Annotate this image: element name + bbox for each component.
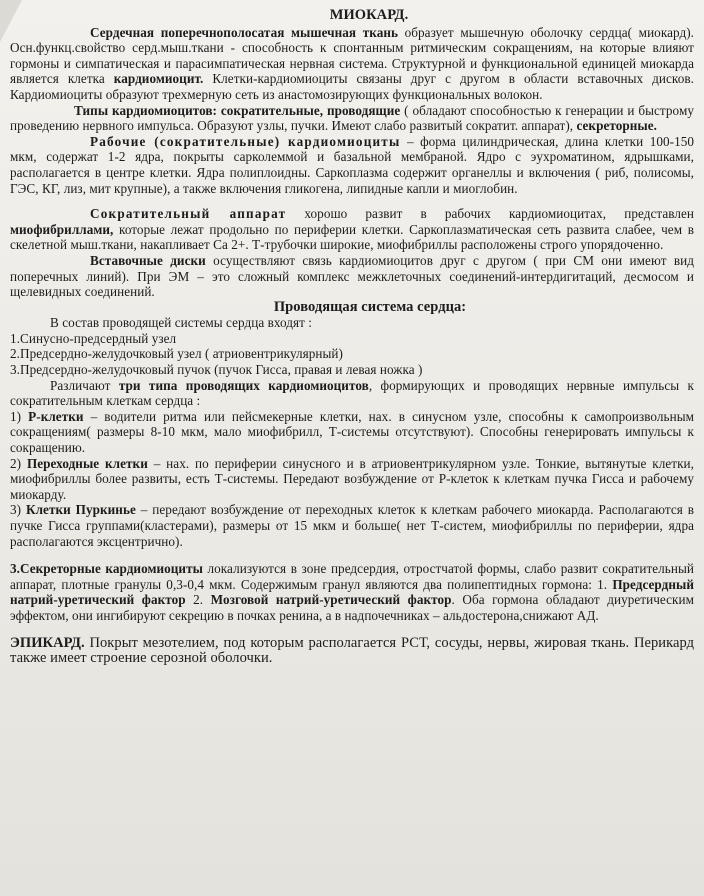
paragraph-text: Покрыт мезотелием, под которым располагается РСТ, сосуды, нервы, жировая ткань. Перикард также имеет строение серозной оболочки. (10, 634, 694, 667)
paragraph-myocardium (10, 25, 694, 103)
list-item: 2.Предсердно-желудочковый узел ( атриовентрикулярный) (10, 346, 343, 362)
term-cardiac-tissue: Сердечная поперечнополосатая мышечная ткань (90, 24, 399, 40)
term-atrial-factor: Предсердный натрий-уретический фактор (10, 576, 694, 608)
term-contractile-apparatus: Сократительный аппарат (90, 206, 287, 222)
paragraph-secretory (10, 561, 694, 623)
paragraph-text: 2. (185, 592, 211, 608)
paragraph-text: хорошо развит в рабочих кардиомиоцитах, представлен (286, 206, 694, 222)
paragraph-intercalated-discs (10, 253, 694, 300)
term-secretory: секреторные. (576, 118, 657, 134)
paragraph-text: ( обладают способностью к генерации и быстрому проведению нервного импульса. Образуют узлы, пучки. Имеют слабо развитый сократит. аппарат), (10, 102, 694, 134)
paragraph-contractile-apparatus (10, 206, 694, 253)
term-transitional-cells: Переходные клетки (26, 455, 148, 471)
term-brain-factor: Мозговой натрий-уретический фактор (210, 592, 452, 608)
paragraph-working-cells (10, 134, 694, 196)
paragraph-types (10, 103, 694, 134)
term-working-cells: Рабочие (сократительные) кардиомиоциты (90, 133, 401, 149)
paragraph-text: Клетки-кардиомиоциты связаны друг с другом в области вставочных дисков. Кардиомиоциты образуют трехмерную сеть из анастомозирующих функциональных волокон. (10, 71, 694, 102)
item-number: 1) (10, 408, 29, 424)
paragraph-text: Различают (50, 377, 119, 393)
conducting-list (10, 331, 694, 378)
term-secretory-cells: 3.Секреторные кардиомиоциты (10, 561, 203, 577)
item-number: 3) (10, 502, 26, 518)
page-title: МИОКАРД. (329, 7, 409, 23)
term-types: Типы кардиомиоцитов: сократительные, проводящие (74, 102, 401, 118)
paper-fold-corner (0, 0, 22, 42)
list-item: 1.Синусно-предсердный узел (10, 330, 177, 346)
term-myofibrils: миофибриллами, (10, 221, 114, 237)
paragraph-purkinje-cells (10, 502, 694, 549)
item-number: 2) (10, 455, 27, 471)
term-epicardium: ЭПИКАРД. (10, 634, 85, 651)
term-intercalated-discs: Вставочные диски (90, 252, 206, 268)
paragraph-text: осуществляют связь кардиомиоцитов друг с другом ( при СМ они имеют вид поперечных линий). При ЭМ – это сложный комплекс межклеточных соединений-интердигитаций, десмосом и щелевидных соединений. (10, 252, 694, 300)
paragraph-transitional-cells (10, 456, 694, 503)
term-p-cells: Р-клетки (28, 408, 84, 424)
paragraph-three-types (10, 378, 694, 409)
paragraph-text: которые лежат продольно по периферии клетки. Саркоплазматическая сеть развита слабее, чем в скелетной мыш.ткани, накапливает Ca 2+. Т-трубочки широкие, миофибриллы расположены строго упорядоченно. (10, 221, 694, 253)
paragraph-text: – форма цилиндрическая, длина клетки 100-150 мкм, содержат 1-2 ядра, покрыты сарколеммой и базальной мембраной. Ядро с эухроматином, ядрышками, располагается в центре клетки. Ядра полиплоидны. Саркоплазма содержит органеллы и включения ( риб, полисомы, ГЭС, КГ, лиз, мит крупные), а также включения гликогена, липидные капли и миоглобин. (10, 133, 694, 196)
term-three-types: три типа проводящих кардиомиоцитов (118, 377, 369, 393)
paragraph-text: образует мышечную оболочку сердца( миокард). Осн.функц.свойство серд.мыш.ткани - способность к спонтанным ритмическим сокращениям, на которые влияют гормоны и симпатическая и парасимпатическая нервная система. Структурной и функциональной единицей миокарда является клетка (10, 24, 694, 87)
list-item: 3.Предсердно-желудочковый пучок (пучок Гисса, правая и левая ножка ) (10, 362, 423, 378)
term-purkinje-cells: Клетки Пуркинье (25, 502, 136, 518)
paragraph-text: локализуются в зоне предсердия, отростчатой формы, слабо развит сократительный аппарат, плотные гранулы 0,3-0,4 мкм. Содержимым гранул являются два полипептидных гормона: 1. (10, 561, 694, 592)
paragraph-text: . Оба гормона обладают диуретическим эффектом, они ингибируют секрецию в почках ренина, а в надпочечниках – альдостерона,снижают АД. (10, 592, 695, 623)
section-heading-conducting: Проводящая система сердца: (273, 298, 467, 315)
conducting-intro: В состав проводящей системы сердца входят : (50, 315, 313, 331)
paragraph-text: – водители ритма или пейсмекерные клетки, нах. в синусном узле, способны к самопроизвольным сокращениям( размеры 8-10 мкм, мало миофибрилл, Т-системы отсутствуют). Способны генерировать импульсы к сокращению. (10, 408, 694, 456)
paragraph-text: , формирующих и проводящих нервные импульсы к сократительным клеткам сердца : (10, 377, 694, 409)
paragraph-epicardium (10, 636, 694, 667)
paragraph-text: – передают возбуждение от переходных клеток к клеткам рабочего миокарда. Располагаются в пучке Гисса группами(кластерами), размеры от 15 мкм и больше( нет Т-систем, миофибриллы по периферии, ядра располагаются эксцентрично). (10, 502, 695, 549)
paragraph-text: – нах. по периферии синусного и в атриовентрикулярном узле. Тонкие, вытянутые клетки, миофибриллы более развиты, есть Т-системы. Передают возбуждение от Р-клеток к клеткам пучка Гисса и рабочему миокарду. (10, 455, 694, 502)
paragraph-p-cells (10, 409, 694, 456)
term-cardiomyocyte: кардиомиоцит. (113, 71, 204, 87)
